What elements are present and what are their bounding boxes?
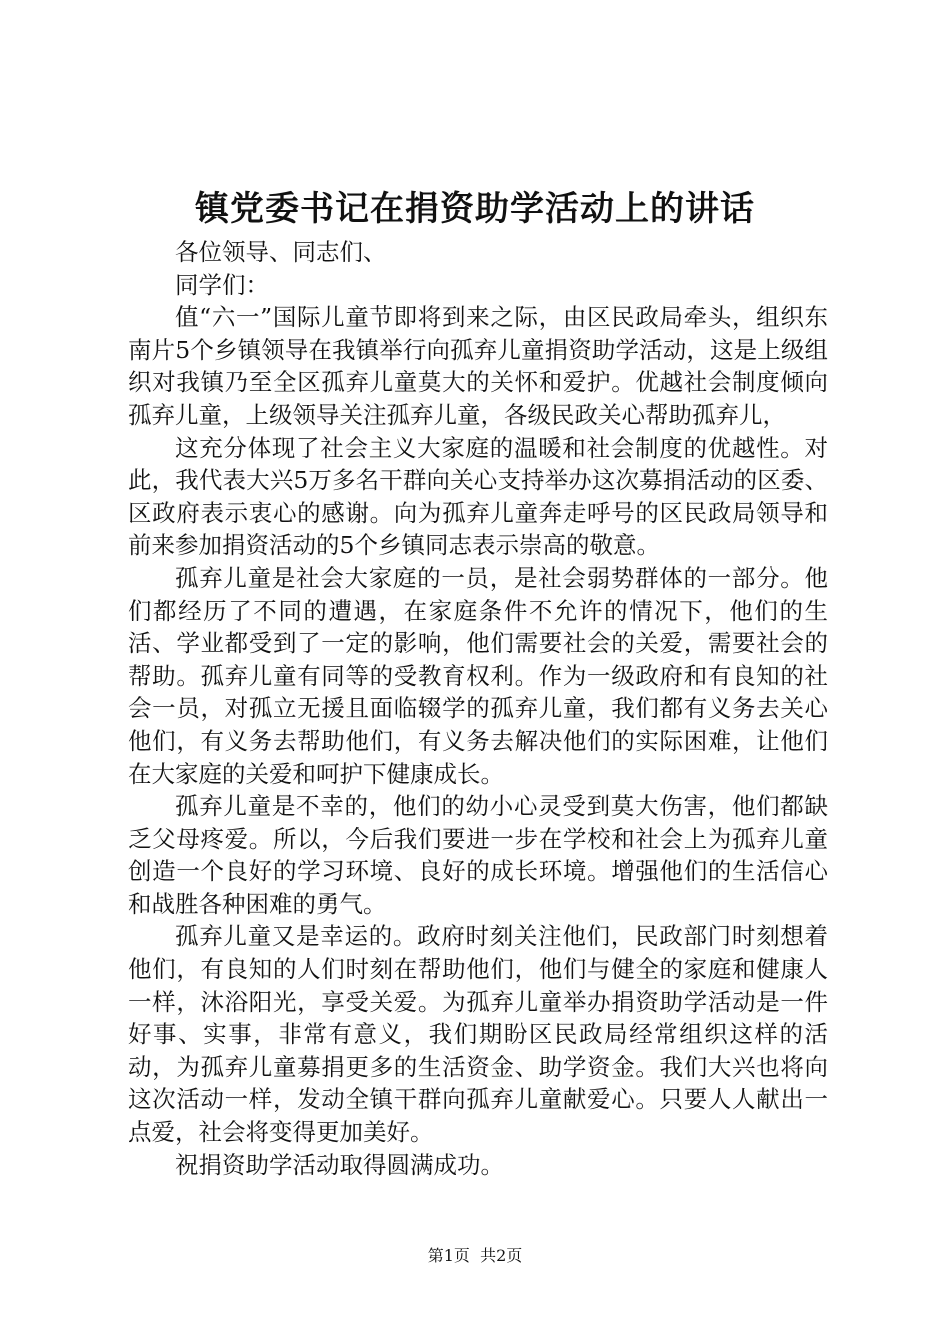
salutation-line-1: 各位领导、同志们、: [175, 238, 387, 266]
page-total: 共2页: [480, 1246, 523, 1265]
page-footer: [0, 1244, 950, 1268]
paragraph-1: 值“六一”国际儿童节即将到来之际，由区民政局牵头，组织东南片5个乡镇领导在我镇举行向孤弃儿童捐资助学活动，这是上级组织对我镇乃至全区孤弃儿童莫大的关怀和爱护。优越社会制度倾向孤弃儿童，上级领导关注孤弃儿童，各级民政关心帮助孤弃儿，: [128, 303, 828, 429]
paragraph-5: 孤弃儿童又是幸运的。政府时刻关注他们，民政部门时刻想着他们，有良知的人们时刻在帮助他们，他们与健全的家庭和健康人一样，沐浴阳光，享受关爱。为孤弃儿童举办捐资助学活动是一件好事、实事，非常有意义，我们期盼区民政局经常组织这样的活动，为孤弃儿童募捐更多的生活资金、助学资金。我们大兴也将向这次活动一样，发动全镇干群向孤弃儿童献爱心。只要人人献出一点爱，社会将变得更加美好。: [128, 922, 828, 1147]
paragraph-3: 孤弃儿童是社会大家庭的一员，是社会弱势群体的一部分。他们都经历了不同的遭遇，在家庭条件不允许的情况下，他们的生活、学业都受到了一定的影响，他们需要社会的关爱，需要社会的帮助。孤弃儿童有同等的受教育权利。作为一级政府和有良知的社会一员，对孤立无援且面临辍学的孤弃儿童，我们都有义务去关心他们，有义务去帮助他们，有义务去解决他们的实际困难，让他们在大家庭的关爱和呵护下健康成长。: [128, 563, 828, 788]
paragraph-4: 孤弃儿童是不幸的，他们的幼小心灵受到莫大伤害，他们都缺乏父母疼爱。所以，今后我们要进一步在学校和社会上为孤弃儿童创造一个良好的学习环境、良好的成长环境。增强他们的生活信心和战胜各种困难的勇气。: [128, 792, 828, 918]
paragraph-2: 这充分体现了社会主义大家庭的温暖和社会制度的优越性。对此，我代表大兴5万多名干群向关心支持举办这次募捐活动的区委、区政府表示衷心的感谢。向为孤弃儿童奔走呼号的区民政局领导和前来参加捐资活动的5个乡镇同志表示崇高的敬意。: [128, 433, 828, 560]
document-body: [128, 236, 828, 1181]
salutation-line-2: 同学们：: [175, 270, 269, 299]
page-number: 第1页: [427, 1246, 470, 1265]
closing-line: 祝捐资助学活动取得圆满成功。: [175, 1150, 504, 1179]
document-title: 镇党委书记在捐资助学活动上的讲话: [195, 189, 755, 229]
